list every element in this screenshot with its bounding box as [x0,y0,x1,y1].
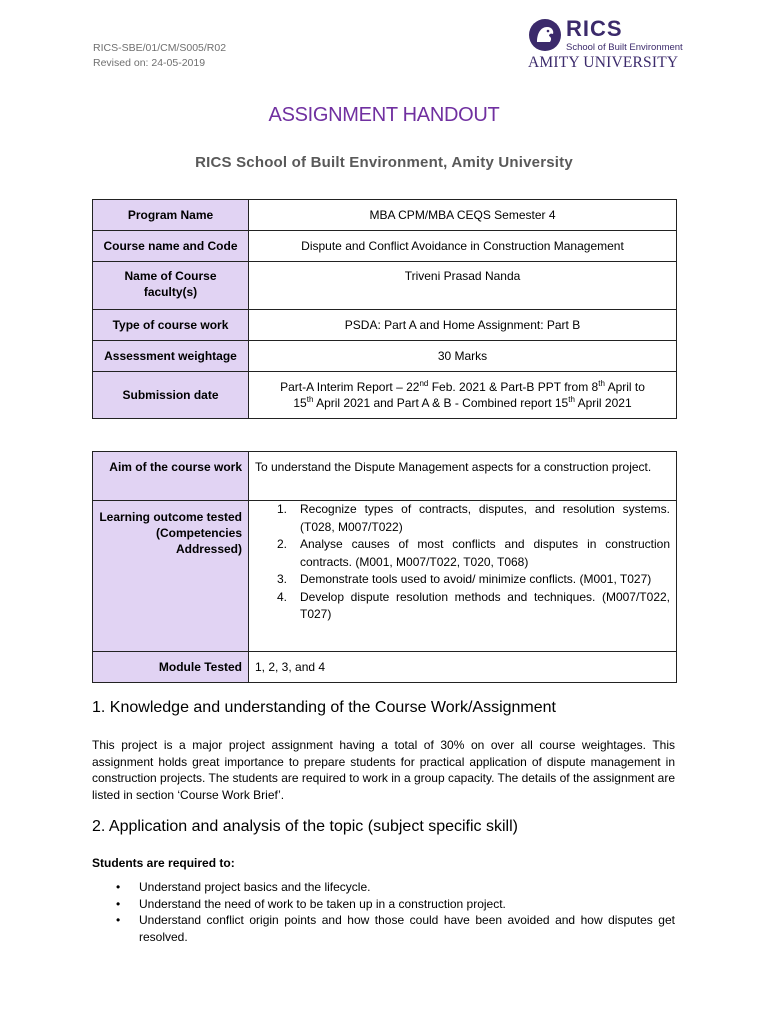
list-text: Understand the need of work to be taken up in a construction project. [139,896,506,911]
list-text: Understand conflict origin points and how those could have been avoided and how disputes get resolved. [139,913,675,944]
superscript: nd [419,379,429,388]
course-info-table [92,199,677,419]
list-item [92,912,675,945]
row-label: Program Name [93,200,249,231]
module-tested-label: Module Tested [93,652,249,683]
submission-date-value [249,372,677,419]
list-item [255,589,670,624]
superscript: th [568,395,575,404]
list-item [92,896,675,913]
list-text: Develop dispute resolution methods and techniques. (M007/T022, T027) [300,589,670,621]
row-value: MBA CPM/MBA CEQS Semester 4 [249,200,677,231]
row-value: Triveni Prasad Nanda [249,262,677,310]
learning-outcome-label: Learning outcome tested (Competencies Addressed) [93,501,249,652]
superscript: th [598,379,605,388]
page-subtitle: RICS School of Built Environment, Amity University [195,154,573,171]
table-row [93,372,677,419]
revision-date: Revised on: 24-05-2019 [93,57,206,69]
section-1-heading: 1. Knowledge and understanding of the Course Work/Assignment [92,699,556,716]
table-row [93,341,677,372]
lion-emblem-icon [528,18,562,52]
bullet-icon: • [116,880,121,894]
document-reference [93,41,226,71]
row-label: Assessment weightage [93,341,249,372]
section-1-body: This project is a major project assignment having a total of 30% on over all course weightages. This assignment holds great importance to prepare students for practical application of dispute management in construction projects. The students are required to work in a group capacity. The details of the assignment are listed in section ‘Course Work Brief’. [92,738,675,802]
table-row [93,231,677,262]
learning-outcomes-table [92,451,677,683]
aim-value: To understand the Dispute Management aspects for a construction project. [249,452,677,501]
list-number: 2. [277,537,288,551]
list-item [255,501,670,536]
superscript: th [306,395,314,404]
section-2-bullet-list [92,879,675,945]
row-label: Course name and Code [93,231,249,262]
list-text: Recognize types of contracts, disputes, and resolution systems. (T028, M007/T022) [300,502,670,534]
list-item [92,879,675,896]
table-row [93,200,677,231]
section-2-intro: Students are required to: [92,856,235,870]
table-row [93,501,677,652]
table-row [93,262,677,310]
row-label: Name of Course faculty(s) [93,262,249,310]
section-2-heading: 2. Application and analysis of the topic (subject specific skill) [92,818,518,835]
list-text: Analyse causes of most conflicts and disputes in construction contracts. (M001, M007/T022, T020, T068) [300,537,670,569]
table-row [93,452,677,501]
rics-amity-logo [528,16,683,72]
list-number: 1. [277,502,288,516]
logo-rics-text: RICS [566,16,623,41]
list-text: Demonstrate tools used to avoid/ minimize conflicts. (M001, T027) [300,572,652,586]
bullet-icon: • [116,896,121,911]
text-segment: Feb. 2021 & Part-B PPT from 8 [428,380,599,394]
list-number: 3. [277,572,288,586]
row-value: 30 Marks [249,341,677,372]
logo-university-text: AMITY UNIVERSITY [528,54,679,71]
bullet-icon: • [116,913,121,927]
text-segment: April 2021 and Part A & B - Combined report 15 [313,396,569,410]
page-title: ASSIGNMENT HANDOUT [268,104,500,126]
row-value: Dispute and Conflict Avoidance in Construction Management [249,231,677,262]
table-row [93,652,677,683]
row-value: PSDA: Part A and Home Assignment: Part B [249,310,677,341]
module-tested-value: 1, 2, 3, and 4 [249,652,677,683]
learning-outcome-list [255,501,670,624]
row-label: Type of course work [93,310,249,341]
list-text: Understand project basics and the lifecycle. [139,880,371,894]
text-segment: April 2021 [574,396,632,410]
list-number: 4. [277,589,288,604]
list-item [255,536,670,571]
text-segment: 15 [293,396,307,410]
submission-date-label: Submission date [93,372,249,419]
document-code: RICS-SBE/01/CM/S005/R02 [93,42,227,54]
logo-school-text: School of Built Environment [566,42,683,53]
table-row [93,310,677,341]
text-segment: April to [604,380,645,394]
text-segment: Part-A Interim Report – 22 [280,380,420,394]
learning-outcome-list-cell [249,501,677,652]
aim-label: Aim of the course work [93,452,249,501]
list-item [255,571,670,589]
